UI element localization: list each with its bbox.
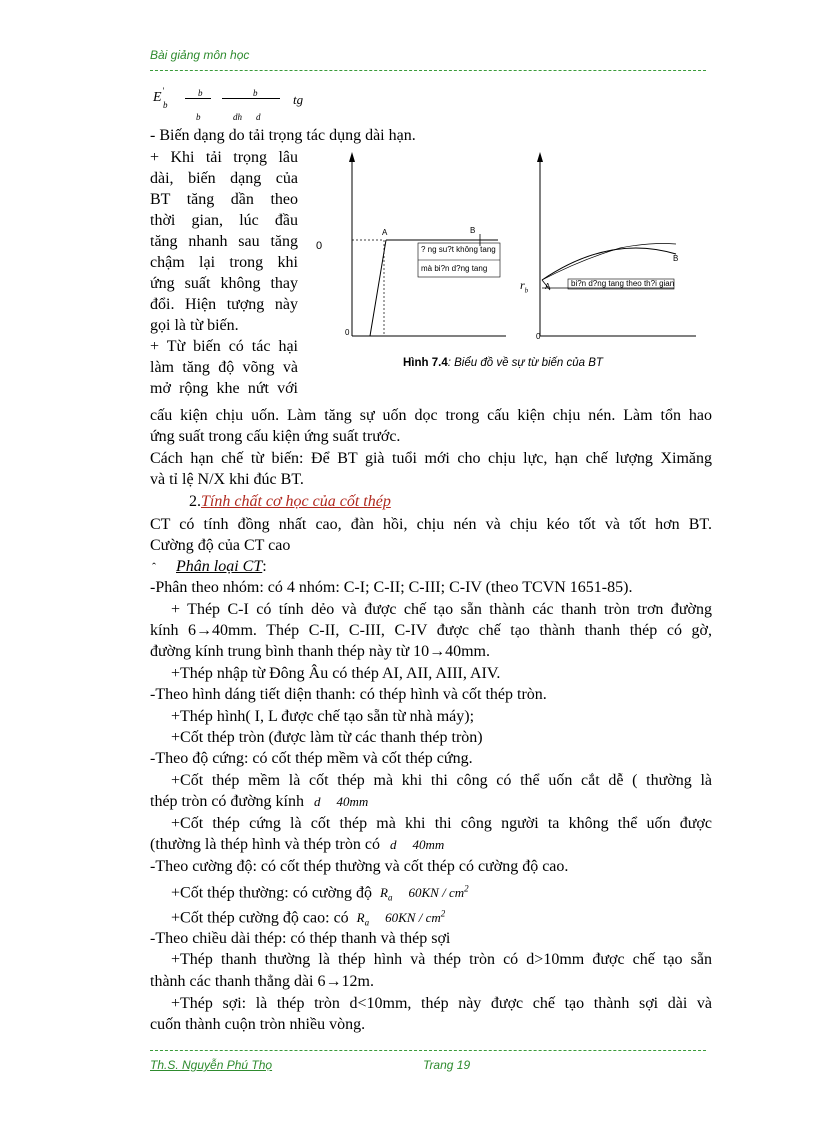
footer-author: Th.S. Nguyễn Phú Thọ bbox=[150, 1058, 273, 1072]
column-line: dài, biến dạng của bbox=[150, 170, 298, 187]
column-line: thời gian, lúc đầu bbox=[150, 212, 298, 229]
math-value bbox=[385, 910, 445, 925]
paragraph-line: +Thép hình( I, L được chế tạo sẵn từ nhà máy); bbox=[171, 708, 475, 725]
section-2-title: Tính chất cơ học của cốt thép bbox=[201, 493, 391, 510]
paragraph-line: kính 6→40mm. Thép C-II, C-III, C-IV được chế tạo thành thanh thép có gờ, bbox=[150, 622, 712, 639]
paragraph-line: +Cốt thép cứng là cốt thép mà khi thi công người ta không thể uốn được bbox=[171, 815, 712, 832]
paragraph-line bbox=[150, 834, 712, 855]
math-r-sub: a bbox=[364, 917, 370, 928]
subsection-colon: : bbox=[262, 558, 267, 575]
math-value-text: 60KN / cm bbox=[408, 885, 465, 901]
header-title: Bài giảng môn học bbox=[150, 48, 250, 62]
paragraph-line: thành các thanh thẳng dài 6→12m. bbox=[150, 973, 374, 990]
paragraph-line: cấu kiện chịu uốn. Làm tăng sự uốn dọc trong cấu kiện chịu nén. Làm tổn hao bbox=[150, 407, 712, 424]
paragraph-line: -Theo chiều dài thép: có thép thanh và thép sợi bbox=[150, 930, 451, 947]
paragraph-line: đường kính trung bình thanh thép này từ 10→40mm. bbox=[150, 643, 490, 660]
right-point-a-label: A bbox=[545, 282, 551, 291]
formula-frac2-den-a: dh bbox=[233, 112, 242, 122]
column-line: chậm lại trong khi bbox=[150, 254, 298, 271]
right-y-arrow-icon bbox=[537, 152, 543, 162]
paragraph-line: -Theo độ cứng: có cốt thép mềm và cốt thép cứng. bbox=[150, 750, 473, 767]
column-line: + Từ biến có tác hại bbox=[150, 338, 298, 355]
paragraph-line: -Theo hình dáng tiết diện thanh: có thép hình và cốt thép tròn. bbox=[150, 686, 547, 703]
paragraph-text: +Cốt thép thường: có cường độ bbox=[171, 884, 373, 902]
math-value bbox=[409, 885, 469, 900]
column-line: tăng nhanh sau tăng bbox=[150, 233, 298, 250]
math-value-sup: 2 bbox=[464, 884, 469, 894]
math-value-text: 60KN / cm bbox=[385, 910, 441, 926]
right-y-label-sub: b bbox=[524, 286, 529, 295]
paragraph-line: +Cốt thép mềm là cốt thép mà khi thi công có thể uốn cắt dễ ( thường là bbox=[171, 772, 712, 789]
formula-lhs-sub: b bbox=[163, 100, 168, 110]
column-line: gọi là từ biến. bbox=[150, 317, 239, 334]
left-point-b-label: B bbox=[470, 226, 476, 235]
column-line: làm tăng độ võng và bbox=[150, 359, 298, 376]
formula-frac2-den-b: d bbox=[256, 112, 261, 122]
formula-frac2-num: b bbox=[253, 88, 258, 98]
math-r-text: R bbox=[356, 910, 365, 926]
paragraph-line: Cường độ của CT cao bbox=[150, 537, 291, 554]
right-origin-label: 0 bbox=[536, 332, 541, 341]
paragraph-text: thép tròn có đường kính bbox=[150, 793, 304, 810]
intro-line: - Biến dạng do tải trọng tác dụng dài hạn. bbox=[150, 127, 416, 144]
right-y-label-text: r bbox=[520, 278, 525, 292]
math-r-sub: a bbox=[388, 892, 393, 903]
left-curve-rise bbox=[370, 240, 386, 336]
creep-figure bbox=[310, 148, 710, 348]
left-origin-label: 0 bbox=[345, 328, 350, 337]
formula-lhs: E bbox=[153, 90, 162, 105]
math-value-sup: 2 bbox=[440, 909, 446, 919]
formula-tail: tg bbox=[293, 92, 304, 107]
column-line: mở rộng khe nứt với bbox=[150, 380, 298, 397]
right-y-label bbox=[520, 278, 528, 294]
paragraph-line: +Cốt thép tròn (được làm từ các thanh thép tròn) bbox=[171, 729, 483, 746]
paragraph-line: + Thép C-I có tính dẻo và được chế tạo sẵn thành các thanh tròn trơn đường bbox=[171, 601, 712, 618]
formula-lhs-sup: ' bbox=[162, 86, 164, 96]
footer-page-number: Trang 19 bbox=[423, 1058, 471, 1072]
math-d: d bbox=[389, 837, 397, 852]
math-value: 40mm bbox=[412, 837, 445, 852]
paragraph-text: +Cốt thép cường độ cao: có bbox=[171, 909, 349, 927]
bullet-icon: ˆ bbox=[152, 560, 156, 574]
paragraph-line: Cách hạn chế từ biến: Để BT già tuổi mới cho chịu lực, hạn chế lượng Ximăng bbox=[150, 450, 712, 467]
paragraph-line: -Theo cường độ: có cốt thép thường và cốt thép có cường độ cao. bbox=[150, 858, 569, 875]
column-line: ứng suất không thay bbox=[150, 275, 298, 292]
left-y-label: 0 bbox=[316, 240, 323, 252]
paragraph-line: cuốn thành cuộn tròn nhiều vòng. bbox=[150, 1016, 366, 1033]
formula-frac1-bar bbox=[185, 98, 211, 99]
left-y-arrow-icon bbox=[349, 152, 355, 162]
figure-caption-text: : Biểu đồ về sự từ biến của BT bbox=[447, 357, 603, 369]
column-line: BT tăng dần theo bbox=[150, 191, 298, 208]
formula-frac1-num: b bbox=[198, 88, 203, 98]
header-divider bbox=[150, 70, 706, 71]
paragraph-line: và tỉ lệ N/X khi đúc BT. bbox=[150, 471, 304, 488]
left-point-a-label: A bbox=[382, 228, 388, 237]
formula-frac1-den: b bbox=[196, 112, 201, 122]
paragraph-line: -Phân theo nhóm: có 4 nhóm: C-I; C-II; C-III; C-IV (theo TCVN 1651-85). bbox=[150, 579, 633, 596]
column-line: + Khi tải trọng lâu bbox=[150, 149, 298, 166]
paragraph-line: +Thép thanh thường là thép hình và thép tròn có d>10mm được chế tạo sẵn bbox=[171, 951, 712, 968]
math-r bbox=[380, 885, 393, 903]
paragraph-line: ứng suất trong cấu kiện ứng suất trước. bbox=[150, 428, 401, 445]
section-2-heading bbox=[189, 492, 391, 512]
right-point-b-label: B bbox=[673, 254, 679, 263]
subsection-title: Phân loại CT bbox=[176, 558, 263, 575]
paragraph-line bbox=[150, 791, 712, 812]
paragraph-line: +Thép nhập từ Đông Âu có thép AI, AII, AIII, AIV. bbox=[171, 665, 501, 682]
paragraph-line: +Thép sợi: là thép tròn d<10mm, thép này được chế tạo thành sợi dài và bbox=[171, 995, 712, 1012]
formula-frac2-bar bbox=[222, 98, 280, 99]
paragraph-text: (thường là thép hình và thép tròn có bbox=[150, 836, 380, 853]
creep-formula bbox=[153, 86, 353, 126]
footer-divider bbox=[150, 1050, 706, 1051]
right-creep-curve bbox=[542, 248, 679, 280]
math-d: d bbox=[314, 794, 321, 809]
math-value: 40mm bbox=[336, 794, 369, 809]
figure-caption-number: Hình 7.4 bbox=[403, 357, 448, 369]
math-r-text: R bbox=[380, 885, 388, 901]
column-line: đổi. Hiện tượng này bbox=[150, 296, 298, 313]
paragraph-line: CT có tính đồng nhất cao, đàn hồi, chịu nén và chịu kéo tốt và tốt hơn BT. bbox=[150, 516, 712, 533]
math-r bbox=[356, 910, 370, 928]
left-note-line1: ? ng su?t không tang bbox=[421, 245, 496, 254]
right-note: bi?n d?ng tang theo th?i gian bbox=[571, 279, 675, 288]
creep-description-column bbox=[150, 147, 298, 399]
subsection-heading bbox=[152, 557, 267, 577]
left-note-line2: mà bi?n d?ng tang bbox=[421, 264, 488, 273]
section-2-number: 2. bbox=[189, 493, 201, 510]
figure-caption bbox=[403, 357, 603, 369]
